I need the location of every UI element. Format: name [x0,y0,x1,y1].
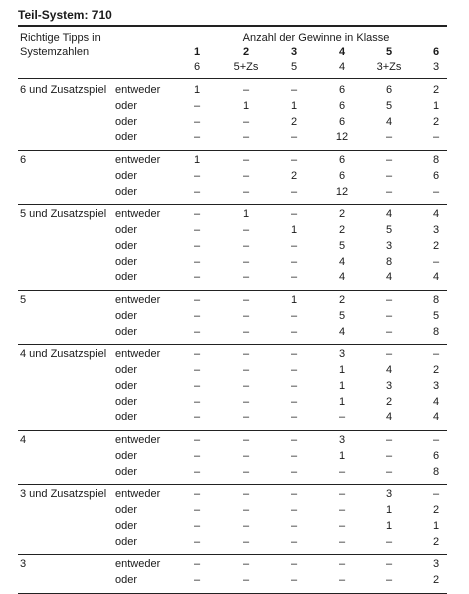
cell-value: 4 [385,208,393,221]
cell-value: – [193,224,201,236]
cell-value: – [193,294,201,306]
cell-value: – [193,185,201,198]
page-title: Teil-System: 710 [18,8,112,22]
cell-value: – [193,348,201,361]
group-divider [18,430,447,431]
cell-value: – [338,558,346,571]
cell-value: – [242,364,250,376]
cell-value: – [242,185,250,198]
cell-value: – [242,255,250,268]
cell-value: 3 [338,348,346,361]
cell-value: – [242,434,250,446]
cell-value: – [242,294,250,306]
row-kind: oder [115,185,138,198]
group-label: 3 und Zusatzspiel [20,488,107,501]
cell-value: – [338,465,346,478]
cell-value: – [290,239,298,252]
cell-value: – [193,208,201,221]
cell-value: – [242,309,250,322]
cell-value: – [338,488,346,501]
cell-value: 8 [432,465,440,478]
cell-value: – [242,449,250,462]
cell-value: 6 [432,449,440,462]
cell-value: – [385,325,393,338]
cell-value: 4 [385,364,393,376]
class-match: 4 [338,61,346,73]
class-number: 5 [385,46,393,58]
cell-value: – [242,154,250,166]
class-number: 4 [338,46,346,58]
cell-value: 5 [385,224,393,236]
cell-value: – [385,294,393,306]
row-kind: oder [115,535,138,548]
row-kind: entweder [115,348,161,361]
row-kind: entweder [115,434,161,446]
cell-value: – [290,348,298,361]
cell-value: – [385,574,393,586]
row-kind: oder [115,504,138,516]
cell-value: 2 [432,504,440,516]
class-match: 5 [290,61,298,73]
cell-value: – [290,131,298,144]
row-kind: oder [115,169,138,182]
cell-value: – [242,519,250,532]
cell-value: – [193,434,201,446]
cell-value: 12 [335,131,349,144]
cell-value: – [290,519,298,532]
group-divider [18,204,447,205]
cell-value: 2 [338,294,346,306]
row-kind: entweder [115,154,161,166]
header-left-line-2: Systemzahlen [20,46,90,58]
row-kind: entweder [115,558,161,571]
cell-value: – [290,488,298,501]
group-divider [18,554,447,555]
cell-value: 1 [432,99,440,112]
cell-value: 2 [290,169,298,182]
cell-value: 6 [338,169,346,182]
row-kind: entweder [115,294,161,306]
cell-value: 1 [338,395,346,408]
cell-value: 4 [432,411,440,424]
cell-value: 3 [338,434,346,446]
row-kind: oder [115,411,138,424]
cell-value: – [242,115,250,128]
cell-value: 4 [338,255,346,268]
cell-value: – [193,379,201,392]
cell-value: – [242,535,250,548]
class-match: 6 [193,61,201,73]
cell-value: – [338,519,346,532]
cell-value: – [385,185,393,198]
cell-value: 3 [385,488,393,501]
row-kind: oder [115,99,138,112]
cell-value: – [242,131,250,144]
cell-value: – [385,434,393,446]
cell-value: 2 [290,115,298,128]
cell-value: – [290,208,298,221]
cell-value: – [290,84,298,96]
cell-value: – [338,535,346,548]
row-kind: oder [115,325,138,338]
cell-value: – [242,224,250,236]
row-kind: oder [115,465,138,478]
cell-value: – [290,325,298,338]
class-number: 6 [432,46,440,58]
group-label: 4 [20,434,27,446]
cell-value: 1 [193,84,201,96]
cell-value: – [290,535,298,548]
cell-value: – [193,364,201,376]
row-kind: entweder [115,84,161,96]
cell-value: 1 [290,294,298,306]
cell-value: – [385,465,393,478]
cell-value: – [385,558,393,571]
row-kind: oder [115,364,138,376]
cell-value: – [193,255,201,268]
cell-value: – [193,411,201,424]
row-kind: oder [115,574,138,586]
cell-value: – [290,309,298,322]
class-number: 1 [193,46,201,58]
row-kind: oder [115,115,138,128]
cell-value: – [242,504,250,516]
cell-value: – [385,535,393,548]
cell-value: 2 [338,208,346,221]
cell-value: 5 [338,309,346,322]
cell-value: – [338,574,346,586]
cell-value: 2 [432,115,440,128]
cell-value: – [193,271,201,284]
cell-value: – [432,131,440,144]
group-label: 6 und Zusatzspiel [20,84,107,96]
cell-value: – [432,255,440,268]
cell-value: 2 [432,239,440,252]
cell-value: 6 [338,99,346,112]
cell-value: – [432,185,440,198]
cell-value: – [242,465,250,478]
cell-value: – [290,379,298,392]
class-number: 3 [290,46,298,58]
cell-value: – [193,574,201,586]
cell-value: – [290,558,298,571]
cell-value: – [193,169,201,182]
cell-value: – [290,574,298,586]
cell-value: 8 [432,294,440,306]
header-divider [18,78,447,79]
cell-value: – [242,379,250,392]
group-divider [18,344,447,345]
cell-value: – [290,449,298,462]
cell-value: 1 [242,99,250,112]
cell-value: – [385,309,393,322]
cell-value: – [193,465,201,478]
cell-value: – [290,395,298,408]
cell-value: 2 [432,84,440,96]
cell-value: 3 [385,239,393,252]
group-label: 5 und Zusatzspiel [20,208,107,221]
title-underline [18,25,447,27]
cell-value: 4 [385,411,393,424]
group-label: 4 und Zusatzspiel [20,348,107,361]
cell-value: – [193,558,201,571]
cell-value: 1 [385,504,393,516]
cell-value: – [242,395,250,408]
cell-value: 5 [338,239,346,252]
cell-value: – [290,271,298,284]
cell-value: – [242,574,250,586]
cell-value: 4 [385,115,393,128]
cell-value: – [242,84,250,96]
group-divider [18,150,447,151]
cell-value: – [385,449,393,462]
cell-value: – [242,488,250,501]
row-kind: oder [115,519,138,532]
cell-value: – [242,348,250,361]
cell-value: – [338,411,346,424]
cell-value: 2 [432,574,440,586]
group-divider [18,484,447,485]
cell-value: – [432,434,440,446]
cell-value: – [290,434,298,446]
row-kind: oder [115,449,138,462]
row-kind: oder [115,255,138,268]
cell-value: – [193,504,201,516]
cell-value: – [290,255,298,268]
cell-value: – [290,154,298,166]
cell-value: 2 [385,395,393,408]
cell-value: 1 [193,154,201,166]
cell-value: 6 [338,154,346,166]
cell-value: 1 [338,379,346,392]
cell-value: – [242,411,250,424]
cell-value: – [242,325,250,338]
cell-value: 4 [338,271,346,284]
cell-value: 2 [432,535,440,548]
row-kind: entweder [115,488,161,501]
cell-value: 4 [432,271,440,284]
cell-value: – [290,465,298,478]
row-kind: oder [115,224,138,236]
cell-value: 4 [432,208,440,221]
cell-value: 8 [432,325,440,338]
cell-value: – [290,504,298,516]
cell-value: – [385,169,393,182]
class-match: 3 [432,61,440,73]
header-left-line-1: Richtige Tipps in [20,32,101,44]
cell-value: – [193,309,201,322]
row-kind: oder [115,309,138,322]
group-label: 3 [20,558,27,571]
cell-value: 5 [432,309,440,322]
cell-value: 2 [432,364,440,376]
class-match: 5+Zs [233,61,259,73]
cell-value: – [432,348,440,361]
cell-value: – [193,239,201,252]
row-kind: oder [115,395,138,408]
cell-value: – [290,185,298,198]
class-number: 2 [242,46,250,58]
cell-value: – [193,449,201,462]
row-kind: oder [115,239,138,252]
row-kind: entweder [115,208,161,221]
cell-value: 3 [432,224,440,236]
cell-value: 1 [385,519,393,532]
cell-value: 6 [432,169,440,182]
cell-value: 1 [290,99,298,112]
cell-value: 2 [338,224,346,236]
cell-value: 1 [242,208,250,221]
cell-value: – [432,488,440,501]
cell-value: – [193,535,201,548]
cell-value: – [290,364,298,376]
cell-value: – [242,239,250,252]
cell-value: – [193,115,201,128]
cell-value: 3 [432,558,440,571]
cell-value: 1 [290,224,298,236]
class-match: 3+Zs [376,61,402,73]
cell-value: 6 [338,84,346,96]
cell-value: – [290,411,298,424]
cell-value: 6 [338,115,346,128]
cell-value: – [242,271,250,284]
cell-value: 1 [338,364,346,376]
cell-value: – [193,488,201,501]
row-kind: oder [115,131,138,144]
cell-value: – [193,395,201,408]
cell-value: 4 [432,395,440,408]
cell-value: – [193,131,201,144]
cell-value: 8 [385,255,393,268]
cell-value: 1 [432,519,440,532]
cell-value: – [385,131,393,144]
cell-value: – [242,169,250,182]
cell-value: – [242,558,250,571]
row-kind: oder [115,271,138,284]
cell-value: 12 [335,185,349,198]
cell-value: – [338,504,346,516]
cell-value: 5 [385,99,393,112]
cell-value: 4 [338,325,346,338]
group-label: 6 [20,154,27,166]
cell-value: 1 [338,449,346,462]
header-group-label: Anzahl der Gewinne in Klasse [242,32,390,44]
cell-value: 3 [432,379,440,392]
cell-value: – [193,325,201,338]
row-kind: oder [115,379,138,392]
group-divider [18,290,447,291]
cell-value: 8 [432,154,440,166]
cell-value: – [385,154,393,166]
group-label: 5 [20,294,27,306]
cell-value: – [193,99,201,112]
cell-value: 3 [385,379,393,392]
cell-value: 6 [385,84,393,96]
cell-value: 4 [385,271,393,284]
cell-value: – [193,519,201,532]
cell-value: – [385,348,393,361]
